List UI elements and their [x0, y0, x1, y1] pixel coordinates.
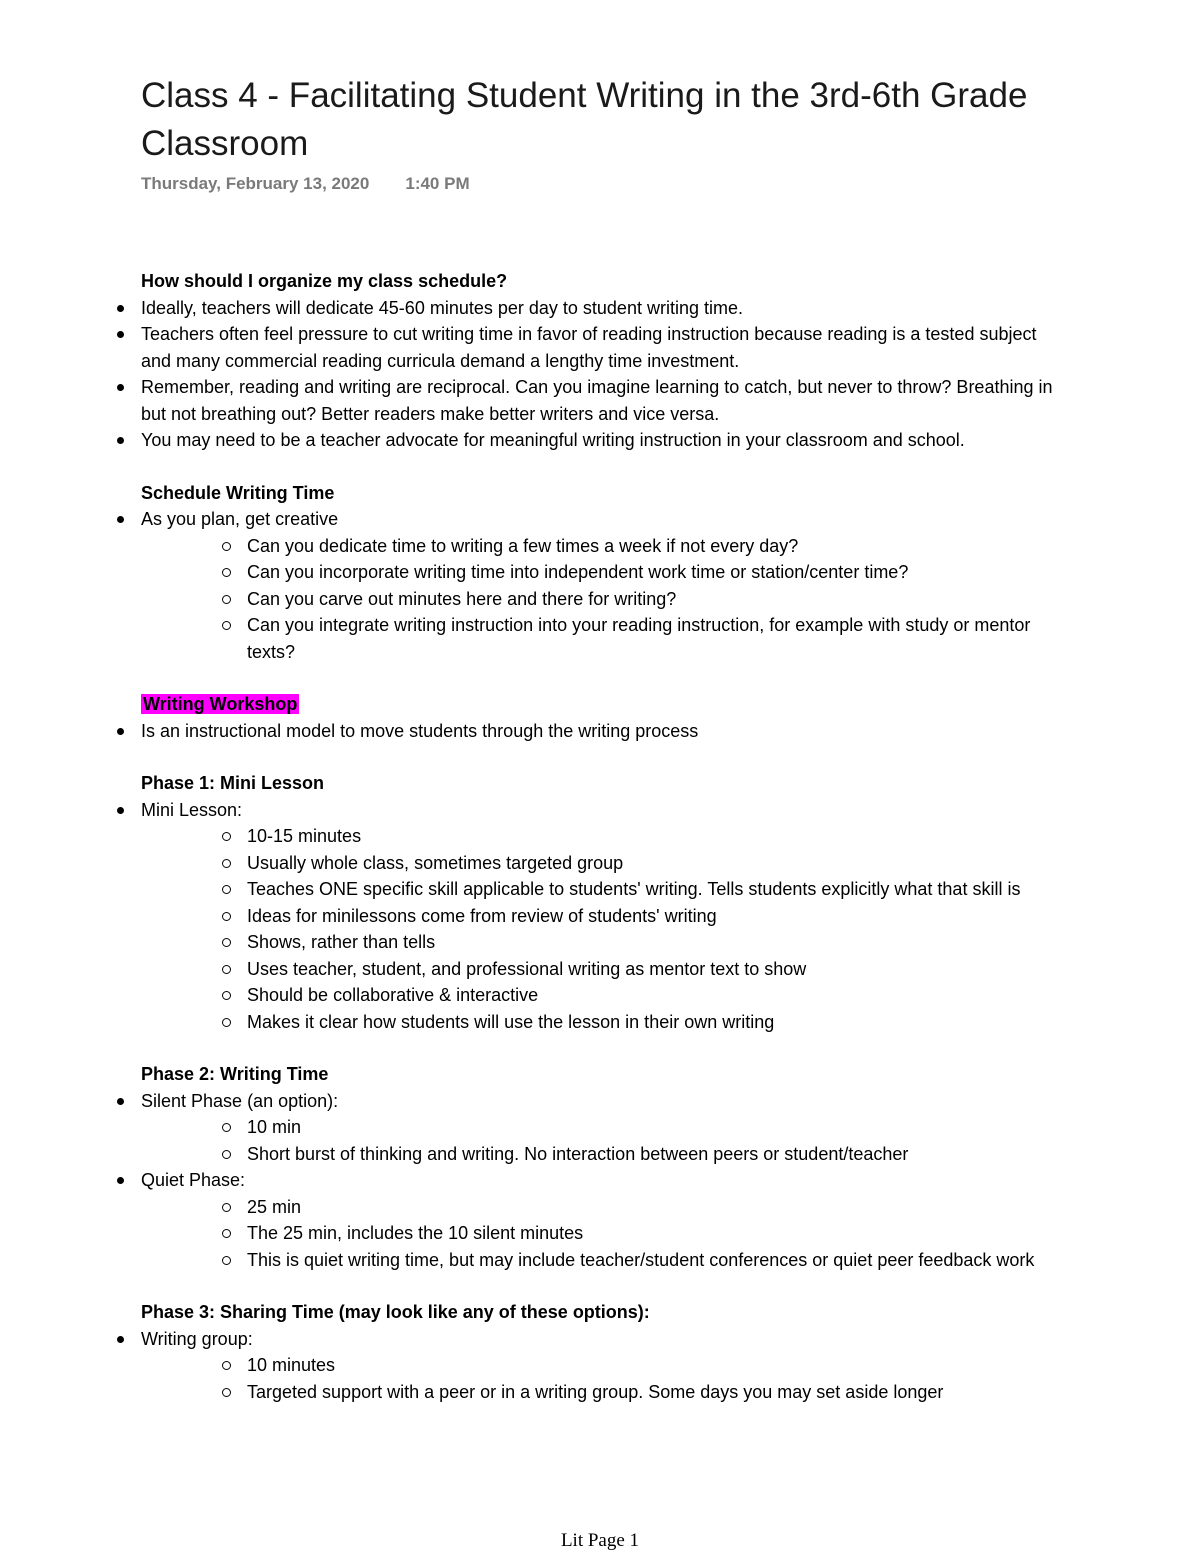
sub-bullet-list [141, 1194, 1071, 1274]
list-item: Mini Lesson: [141, 797, 1071, 824]
sub-list-item: Can you dedicate time to writing a few times a week if not every day? [247, 533, 1071, 560]
list-item: Silent Phase (an option): [141, 1088, 1071, 1115]
sub-list-item: Short burst of thinking and writing. No interaction between peers or student/teacher [247, 1141, 1071, 1168]
sub-list-item: Should be collaborative & interactive [247, 982, 1071, 1009]
section-heading-schedule-writing-time: Schedule Writing Time [141, 482, 335, 503]
section-heading-phase-1: Phase 1: Mini Lesson [141, 773, 325, 793]
sub-list-item: Ideas for minilessons come from review of students' writing [247, 903, 1071, 930]
sub-list-item: Can you carve out minutes here and there for writing? [247, 586, 1071, 613]
bullet-list [141, 506, 1071, 533]
sub-list-item: Makes it clear how students will use the lesson in their own writing [247, 1009, 1071, 1036]
sub-bullet-list [141, 533, 1071, 666]
sub-bullet-list [141, 1114, 1071, 1167]
sub-list-item: Uses teacher, student, and professional writing as mentor text to show [247, 956, 1071, 983]
list-item: Quiet Phase: [141, 1167, 1071, 1194]
list-item: Is an instructional model to move students through the writing process [141, 718, 1071, 745]
note-body [141, 268, 1071, 1405]
bullet-list [141, 797, 1071, 824]
section-heading-schedule: How should I organize my class schedule? [141, 271, 508, 291]
sub-list-item: 10 minutes [247, 1352, 1071, 1379]
list-item: Writing group: [141, 1326, 1071, 1353]
sub-list-item: Shows, rather than tells [247, 929, 1071, 956]
list-item: Remember, reading and writing are reciprocal. Can you imagine learning to catch, but never to throw? Breathing in but not breathing out? Better readers make better writers and vice versa. [141, 374, 1071, 427]
bullet-list [141, 1167, 1071, 1194]
list-item: You may need to be a teacher advocate for meaningful writing instruction in your classroom and school. [141, 427, 1071, 454]
list-item: Ideally, teachers will dedicate 45-60 minutes per day to student writing time. [141, 295, 1071, 322]
bullet-list [141, 718, 1071, 745]
sub-list-item: 10-15 minutes [247, 823, 1071, 850]
sub-list-item: 25 min [247, 1194, 1071, 1221]
sub-list-item: This is quiet writing time, but may include teacher/student conferences or quiet peer feedback work [247, 1247, 1071, 1274]
list-item: Teachers often feel pressure to cut writing time in favor of reading instruction because reading is a tested subject and many commercial reading curricula demand a lengthy time investment. [141, 321, 1071, 374]
timestamp [141, 174, 470, 194]
page-footer: Lit Page 1 [560, 1530, 640, 1551]
highlighted-text: Writing Workshop [143, 694, 298, 714]
page-title: Class 4 - Facilitating Student Writing in the 3rd-6th Grade Classroom [141, 76, 1028, 163]
section-heading-writing-workshop [141, 691, 1071, 718]
bullet-list [141, 1088, 1071, 1115]
sub-list-item: Can you incorporate writing time into independent work time or station/center time? [247, 559, 1071, 586]
sub-list-item: Can you integrate writing instruction into your reading instruction, for example with study or mentor texts? [247, 612, 1071, 665]
sub-list-item: The 25 min, includes the 10 silent minutes [247, 1220, 1071, 1247]
time-label: 1:40 PM [405, 174, 470, 193]
sub-list-item: 10 min [247, 1114, 1071, 1141]
sub-list-item: Teaches ONE specific skill applicable to students' writing. Tells students explicitly what that skill is [247, 876, 1071, 903]
bullet-list [141, 1326, 1071, 1353]
sub-list-item: Targeted support with a peer or in a writing group. Some days you may set aside longer [247, 1379, 1071, 1406]
sub-list-item: Usually whole class, sometimes targeted group [247, 850, 1071, 877]
bullet-list [141, 295, 1071, 454]
date-label: Thursday, February 13, 2020 [141, 174, 370, 193]
section-heading-phase-3: Phase 3: Sharing Time (may look like any of these options): [141, 1302, 650, 1322]
sub-bullet-list [141, 823, 1071, 1035]
list-item: As you plan, get creative [141, 506, 1071, 533]
section-heading-phase-2: Phase 2: Writing Time [141, 1064, 329, 1084]
sub-bullet-list [141, 1352, 1071, 1405]
